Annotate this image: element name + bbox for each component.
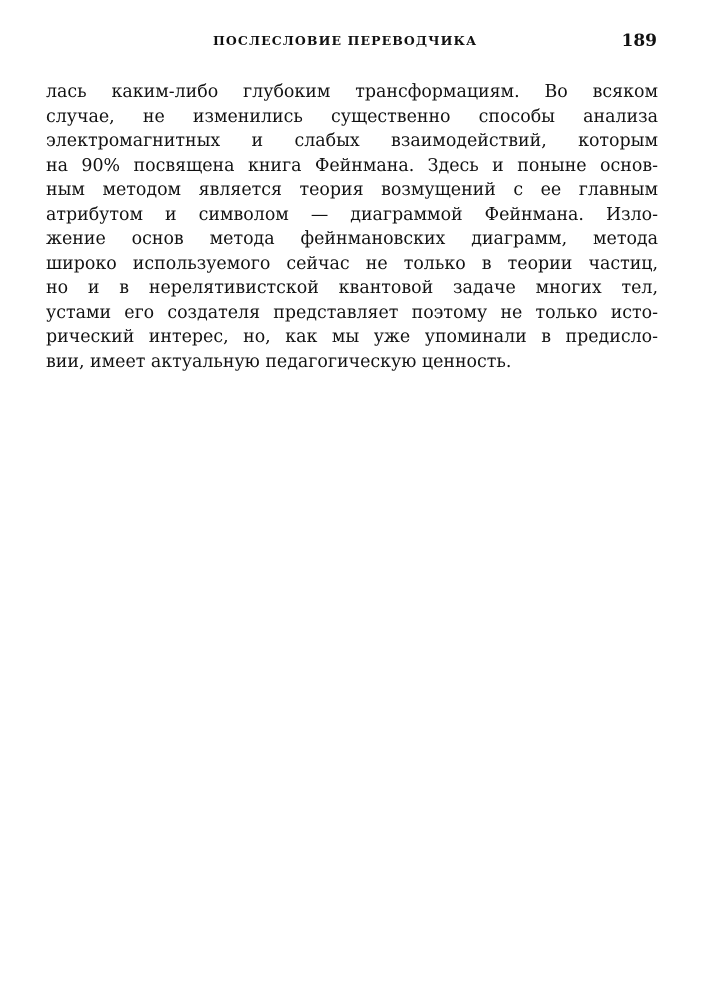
text-line: случае, не изменились существенно способы анализа: [46, 106, 658, 127]
text-line: рический интерес, но, как мы уже упоминали в предисло-: [46, 327, 658, 347]
text-line: вии, имеет актуальную педагогическую ценность.: [46, 351, 512, 372]
running-title: ПОСЛЕСЛОВИЕ ПЕРЕВОДЧИКА: [213, 33, 478, 48]
running-head: [45, 30, 657, 52]
text-line: устами его создателя представляет поэтому не только исто-: [46, 302, 658, 323]
text-line: атрибутом и символом — диаграммой Фейнмана. Изло-: [46, 204, 658, 225]
text-line: широко используемого сейчас не только в теории частиц,: [46, 253, 658, 274]
text-line: на 90% посвящена книга Фейнмана. Здесь и поныне основ-: [46, 155, 658, 176]
page-number: 189: [621, 31, 657, 51]
text-line: но и в нерелятивистской квантовой задаче многих тел,: [46, 278, 658, 298]
text-line: лась каким-либо глубоким трансформациям. Во всяком: [46, 82, 658, 102]
text-line: жение основ метода фейнмановских диаграмм, метода: [46, 229, 658, 249]
text-line: электромагнитных и слабых взаимодействий, которым: [46, 131, 658, 151]
text-line: ным методом является теория возмущений с ее главным: [46, 180, 658, 200]
body-paragraph: [46, 80, 658, 374]
